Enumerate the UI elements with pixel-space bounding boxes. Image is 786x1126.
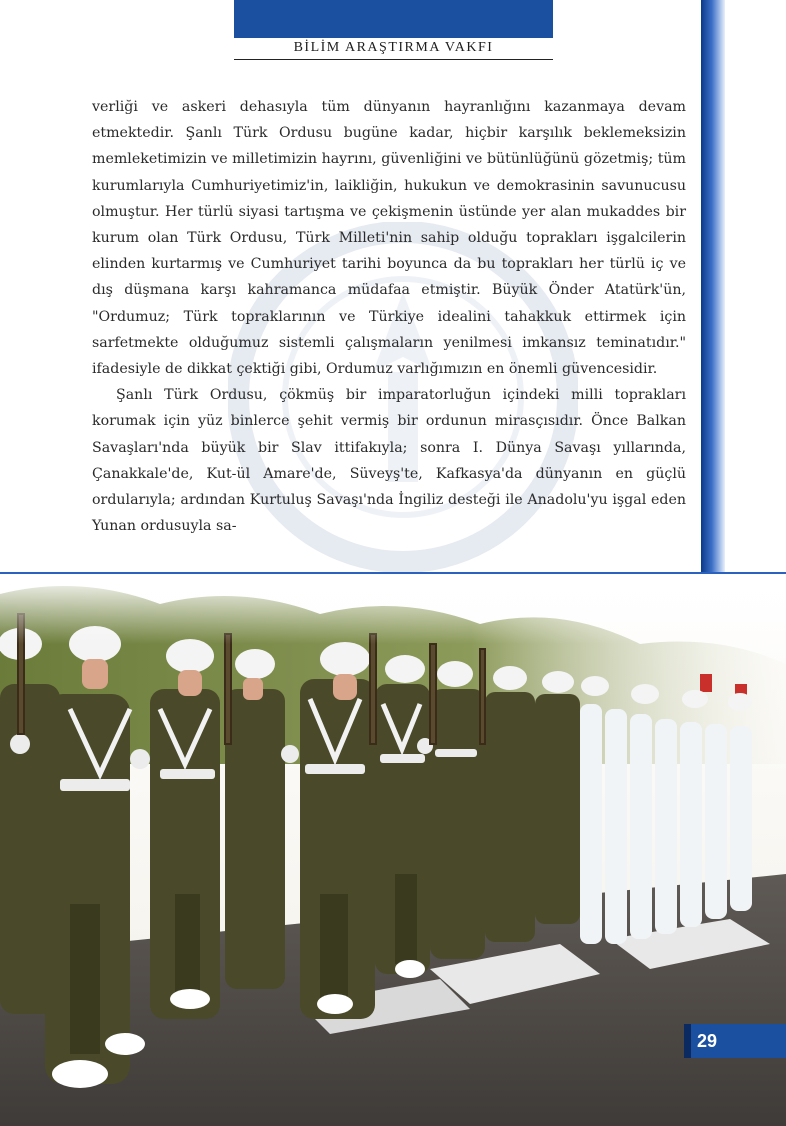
article-body [92,94,686,539]
body-paragraph-1: verliği ve askeri dehasıyla tüm dünyanın hayranlığını kazanmaya devam etmektedir. Şanlı Türk Ordusu bugüne kadar, hiçbir karşılık beklemeksizin memleketimizin ve milletimizin hayrını, güvenliğini ve bütünlüğünü gözetmiş; tüm kurumlarıyla Cumhuriyetimiz'in, laikliğin, hukukun ve demokrasinin savunucusu olmuştur. Her türlü siyasi tartışma ve çekişmenin üstünde yer alan mukaddes bir kurum olan Türk Ordusu, Türk Milleti'nin sahip olduğu toprakları işgalcilerin elinden kurtarmış ve Cumhuriyet tarihi boyunca da bu toprakları her türlü iç ve dış düşmana karşı kahramanca müdafaa etmiştir. Büyük Önder Atatürk'ün, "Ordumuz; Türk topraklarının ve Türkiye idealini tahakkuk ettirmek için sarfetmekte olduğumuz sistemli çalışmaların yenilmesi imkansız teminatıdır." ifadesiyle de dikkat çektiği gibi, Ordumuz varlığımızın en önemli güvencesidir. [92,99,686,378]
header-color-bar [234,0,553,38]
header-rule [234,59,553,60]
right-edge-strip [701,0,725,572]
soldiers-parade-photo [0,574,786,1126]
page-number: 29 [697,1031,718,1051]
body-paragraph-2: Şanlı Türk Ordusu, çökmüş bir imparatorluğun içindeki milli toprakları korumak için yüz binlerce şehit vermiş bir ordunun mirasçısıdır. Önce Balkan Savaşları'nda büyük bir Slav ittifakıyla; sonra I. Dünya Savaşı yıllarında, Çanakkale'de, Kut-ül Amare'de, Süveyş'te, Kafkasya'da dünyanın en güçlü ordularıyla; ardından Kurtuluş Savaşı'nda İngiliz desteği ile Anadolu'yu işgal eden Yunan ordusuyla sa- [92,387,686,535]
page-number-tab-edge [684,1024,691,1058]
running-header-title: BİLİM ARAŞTIRMA VAKFI [293,40,494,55]
